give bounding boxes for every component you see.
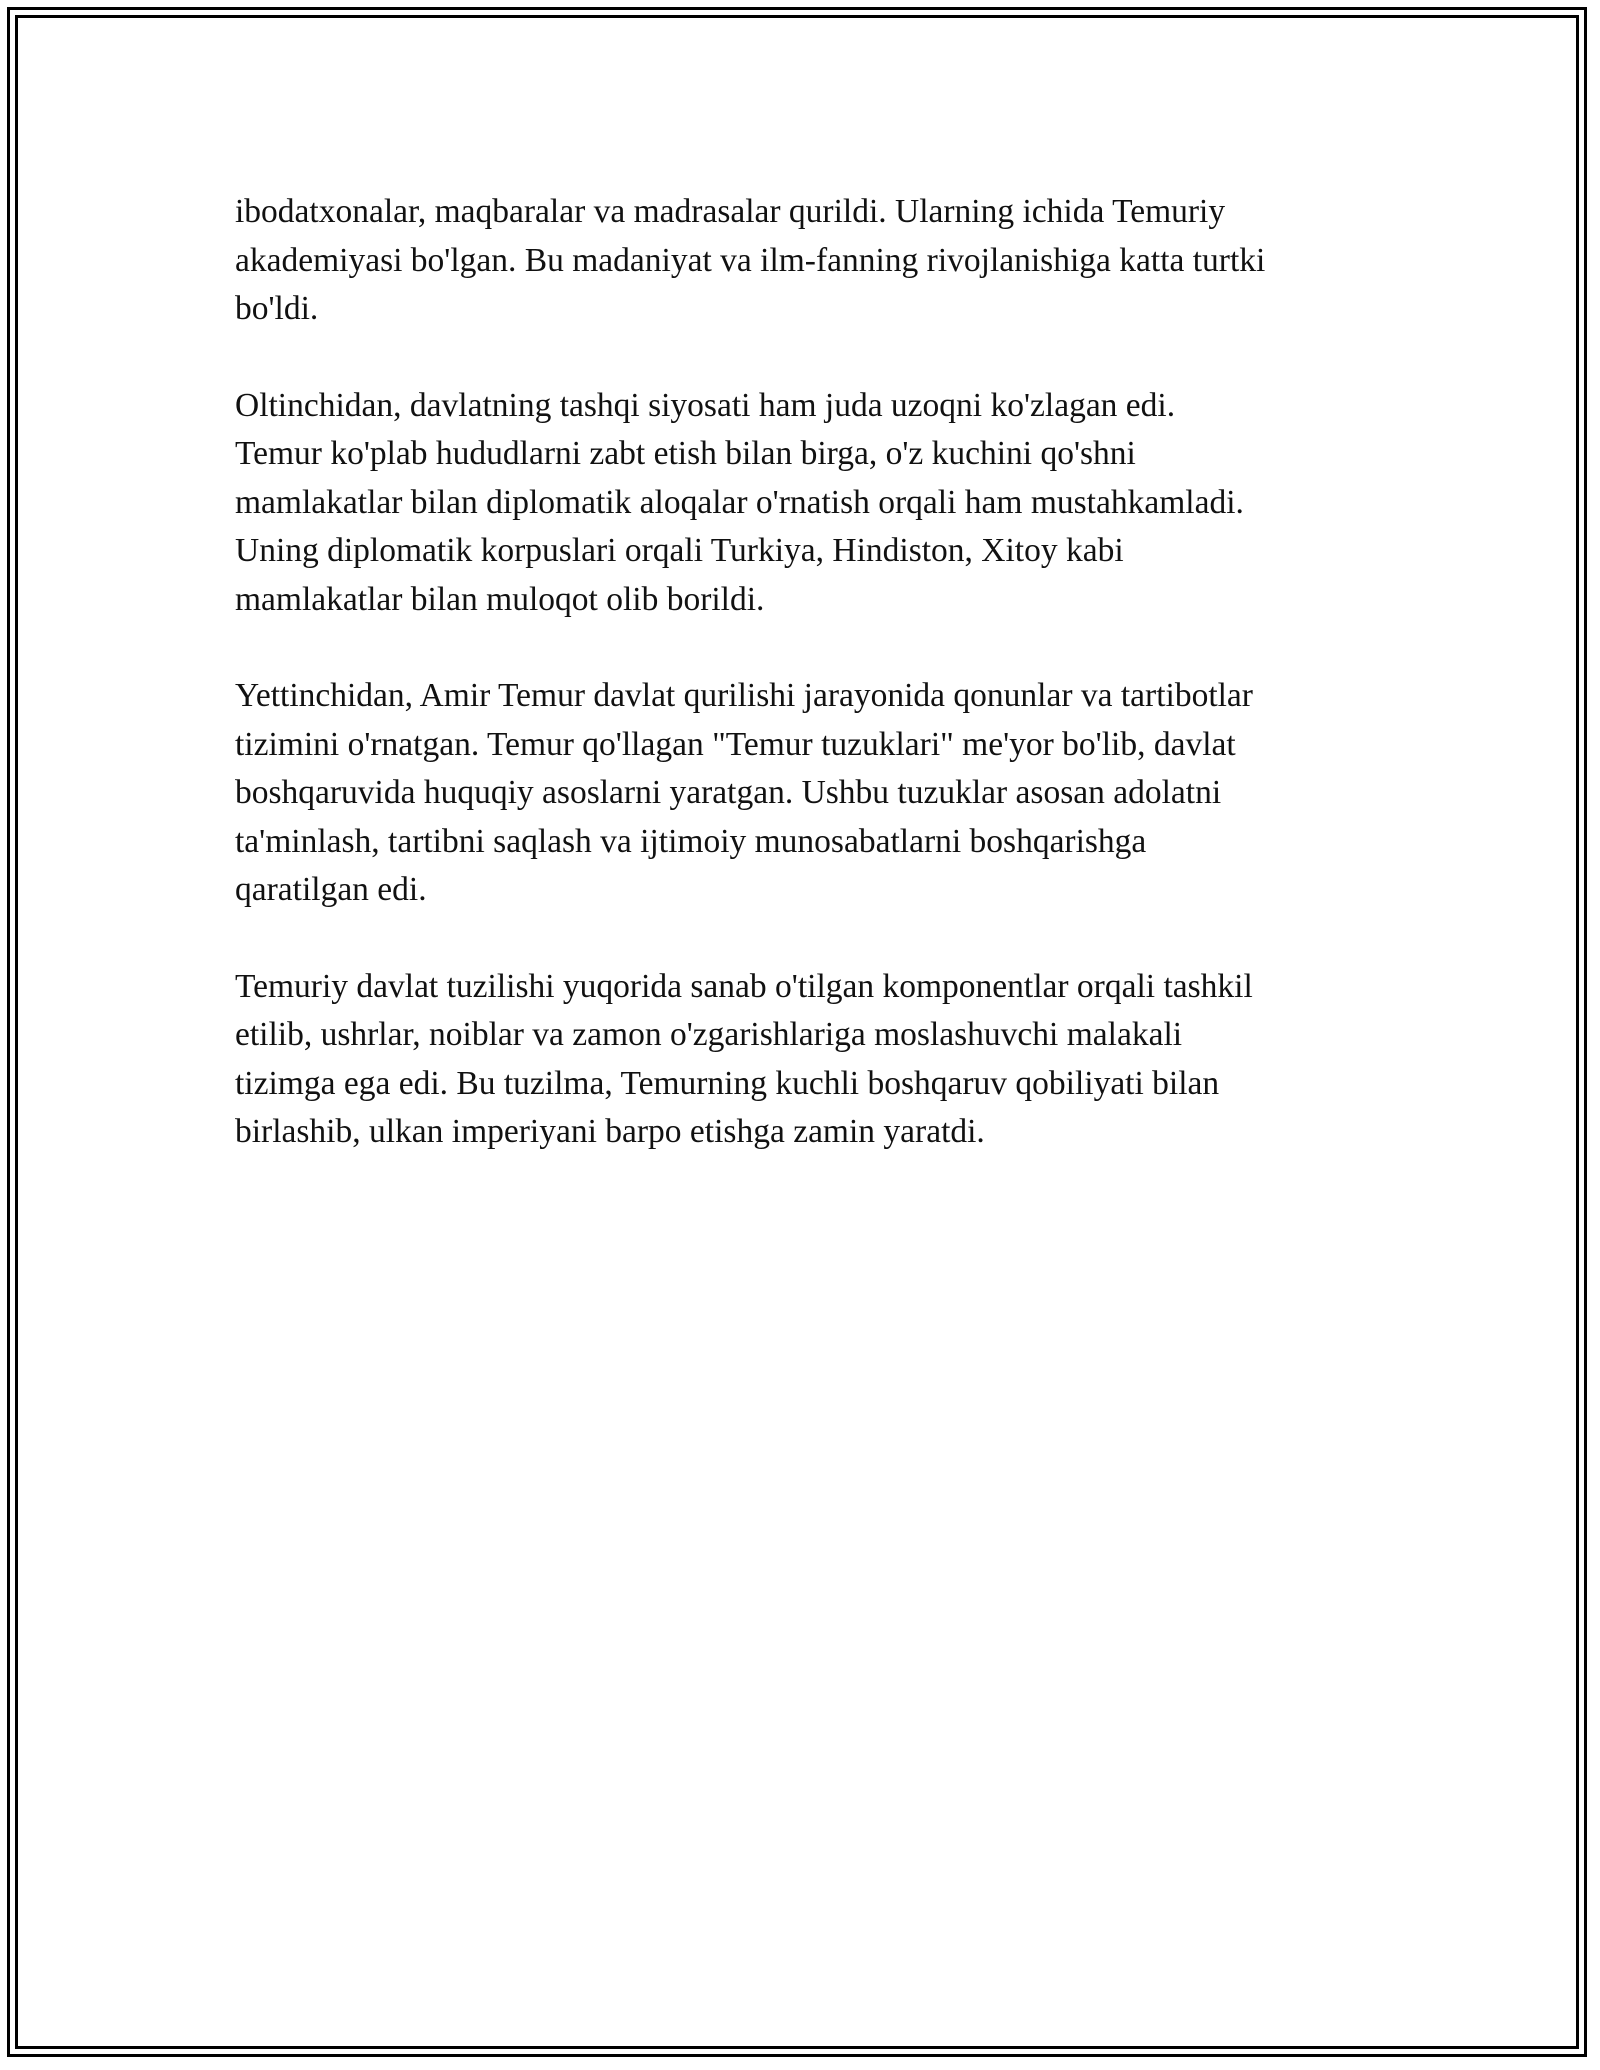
paragraph-tashqi-siyosat: Oltinchidan, davlatning tashqi siyosati ham juda uzoqni ko'zlagan edi. Temur ko'plab hududlarni zabt etish bilan birga, o'z kuchini qo'shni mamlakatlar bilan diplomatik aloqalar o'rnatish orqali ham mustahkamladi. Uning diplomatik korpuslari orqali Turkiya, Hindiston, Xitoy kabi mamlakatlar bilan muloqot olib borildi. [235,386,1244,618]
paragraph-madaniyat: ibodatxonalar, maqbaralar va madrasalar qurildi. Ularning ichida Temuriy akademiyasi bo'lgan. Bu madaniyat va ilm-fanning rivojlanishiga katta turtki bo'ldi. [235,193,1266,327]
document-body [235,188,1385,1205]
paragraph-xulosa: Temuriy davlat tuzilishi yuqorida sanab o'tilgan komponentlar orqali tashkil etilib, ushrlar, noiblar va zamon o'zgarishlariga moslashuvchi malakali tizimga ega edi. Bu tuzilma, Temurning kuchli boshqaruv qobiliyati bilan birlashib, ulkan imperiyani barpo etishga zamin yaratdi. [235,967,1253,1150]
paragraph-qonunlar: Yettinchidan, Amir Temur davlat qurilishi jarayonida qonunlar va tartibotlar tizimini o'rnatgan. Temur qo'llagan "Temur tuzuklari" me'yor bo'lib, davlat boshqaruvida huquqiy asoslarni yaratgan. Ushbu tuzuklar asosan adolatni ta'minlash, tartibni saqlash va ijtimoiy munosabatlarni boshqarishga qaratilgan edi. [235,677,1253,908]
